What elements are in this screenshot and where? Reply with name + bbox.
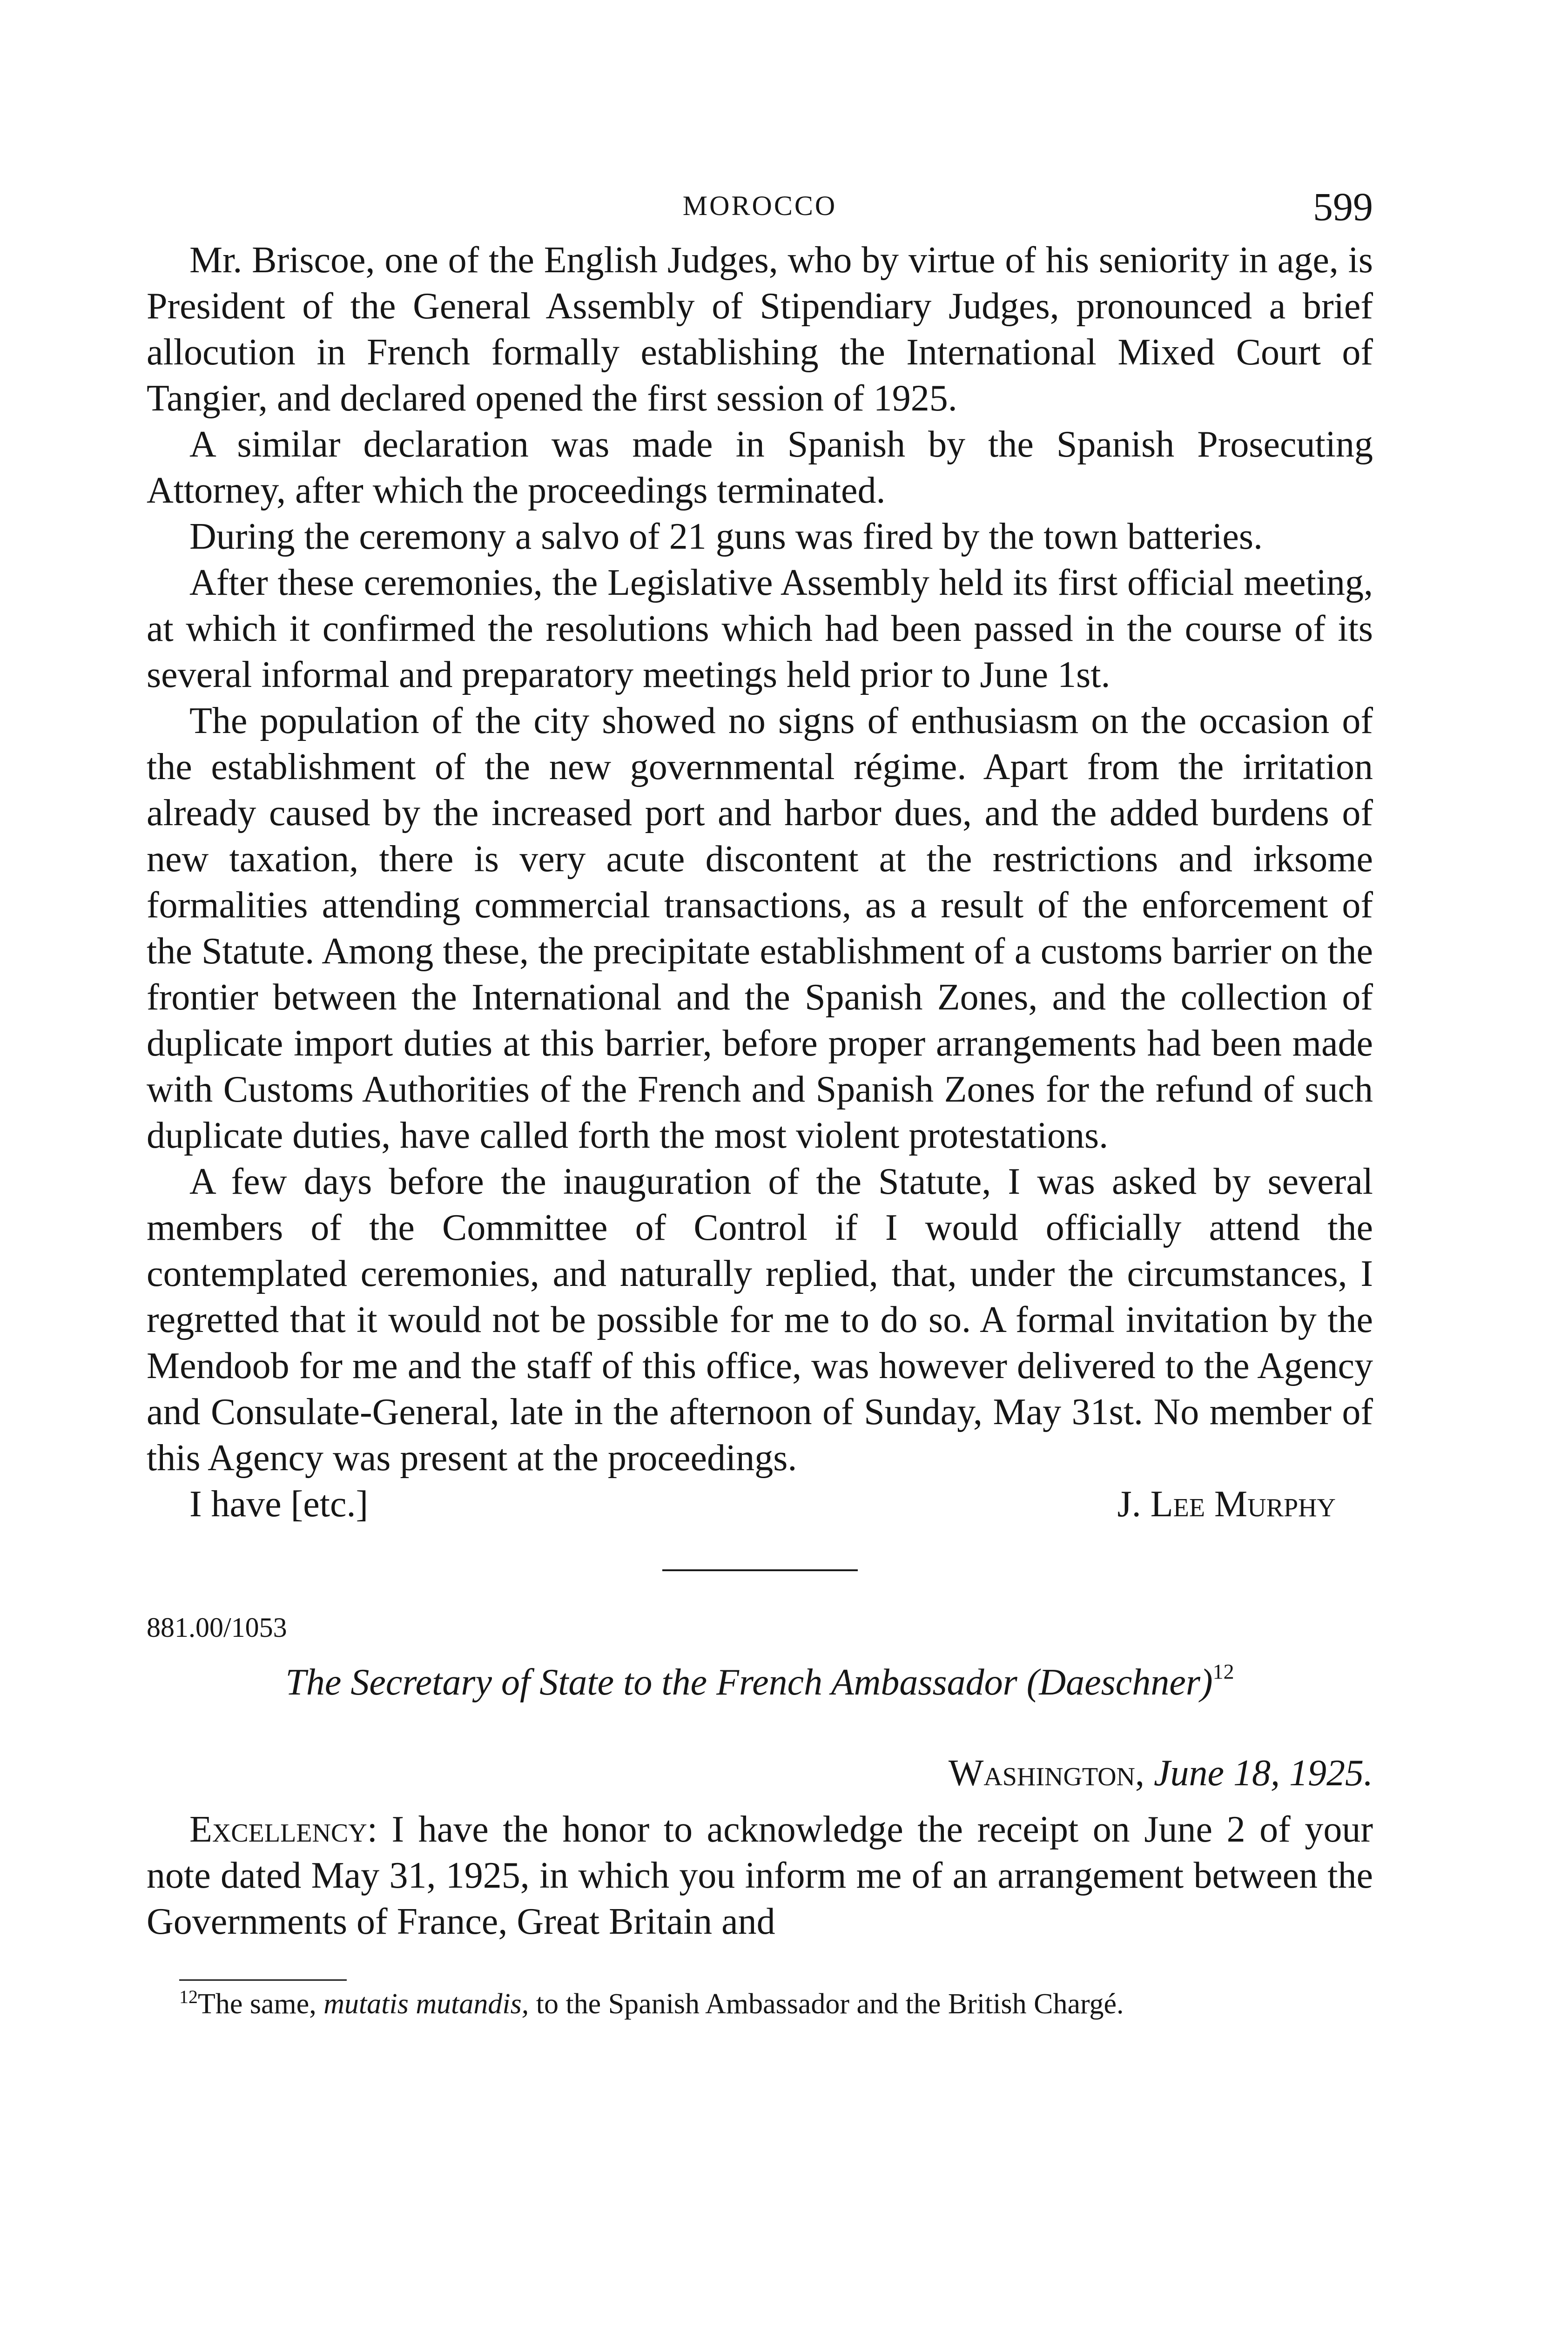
file-number: 881.00/1053 (147, 1612, 287, 1643)
page-number: 599 (1313, 184, 1373, 229)
running-title: MOROCCO (682, 190, 837, 221)
body-paragraph: The population of the city showed no signs of enthusiasm on the occasion of the establishment of the new governmental régime. Apart from the irritation already caused by the increased port and harbor dues, and the added burdens of new taxation, there is very acute discontent at the restrictions and irksome formalities attending commercial transactions, as a result of the enforcement of the Statute. Among these, the precipitate establishment of a customs barrier on the frontier between the International and the Spanish Zones, and the collection of duplicate import duties at this barrier, before proper arrangements had been made with Customs Authorities of the French and Spanish Zones for the refund of such duplicate duties, have called forth the most violent protestations. (147, 700, 1373, 1156)
footnote-marker: 12 (179, 1986, 198, 2007)
body-paragraph: A similar declaration was made in Spanish by the Spanish Prosecuting Attorney, after which the proceedings terminated. (147, 424, 1373, 511)
document-title-text: The Secretary of State to the French Ambassador (Daeschner) (285, 1662, 1213, 1703)
signature: J. Lee Murphy (1117, 1484, 1336, 1525)
footnote-text-before: The same, (198, 1988, 316, 2020)
document-page (147, 186, 1373, 2051)
document-title (147, 1660, 1373, 1706)
dateline-place: Washington, (948, 1753, 1144, 1794)
footnote-text-after: to the Spanish Ambassador and the British Chargé. (536, 1988, 1124, 2020)
body-paragraph: A few days before the inauguration of the Statute, I was asked by several members of the Committee of Control if I would officially attend the contemplated ceremonies, and naturally replied, that, under the circumstances, I regretted that it would not be possible for me to do so. A formal invitation by the Mendoob for me and the staff of this office, was however delivered to the Agency and Consulate-General, late in the afternoon of Sunday, May 31st. No member of this Agency was present at the proceedings. (147, 1161, 1373, 1479)
section-divider (662, 1569, 858, 1571)
letter-body-text: I have the honor to acknowledge the receipt on June 2 of your note dated May 31, 1925, in which you inform me of an arrangement between the Governments of France, Great Britain and (147, 1809, 1373, 1942)
body-paragraph: Mr. Briscoe, one of the English Judges, who by virtue of his seniority in age, is President of the General Assembly of Stipendiary Judges, pronounced a brief allocution in French formally establishing the International Mixed Court of Tangier, and declared opened the first session of 1925. (147, 240, 1373, 419)
footnote-reference: 12 (1212, 1660, 1234, 1683)
letter-body (147, 1807, 1373, 1945)
dateline-date: June 18, 1925. (1153, 1753, 1373, 1794)
footnote-italic-text: mutatis mutandis, (323, 1988, 529, 2020)
body-paragraph: After these ceremonies, the Legislative Assembly held its first official meeting, at which it confirmed the resolutions which had been passed in the course of its several informal and preparatory meetings held prior to June 1st. (147, 562, 1373, 695)
letter-closing (147, 1481, 1373, 1527)
closing-phrase: I have [etc.] (189, 1484, 369, 1525)
salutation: Excellency: (189, 1809, 377, 1850)
dateline (147, 1750, 1373, 1796)
body-paragraph: During the ceremony a salvo of 21 guns was fired by the town batteries. (189, 516, 1263, 557)
page-header (147, 186, 1373, 237)
footnote-divider (179, 1979, 347, 1981)
footnote (147, 1985, 1373, 2023)
